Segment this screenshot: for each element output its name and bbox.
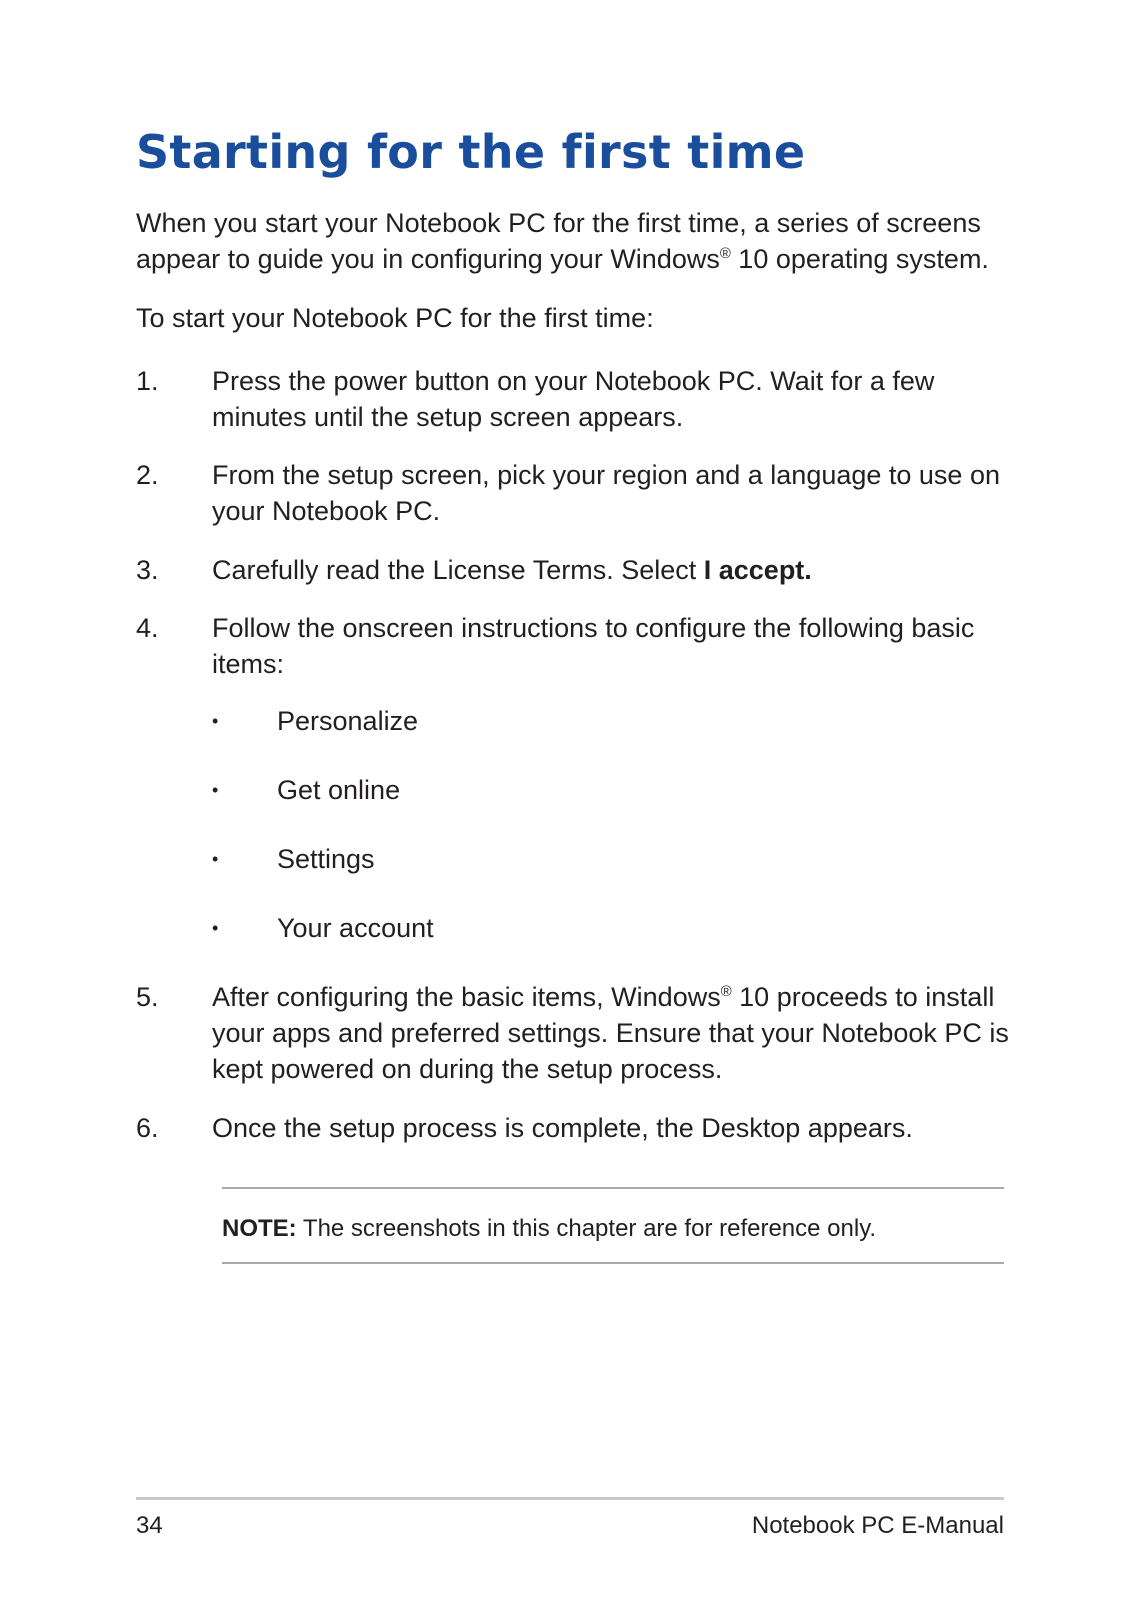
bullet-text: Your account [277, 913, 434, 943]
step-text: From the setup screen, pick your region and a language to use on your Notebook PC. [212, 460, 1000, 526]
page-number: 34 [136, 1512, 163, 1539]
registered-mark: ® [720, 984, 732, 1000]
step-number: 5. [136, 982, 159, 1012]
manual-title: Notebook PC E-Manual [751, 1512, 1004, 1539]
intro-text-2: 10 operating system. [730, 244, 989, 274]
bullet-marker: • [212, 780, 219, 800]
note-body: The screenshots in this chapter are for reference only. [296, 1215, 877, 1242]
step-number: 3. [136, 555, 159, 585]
note-text [222, 1213, 876, 1245]
note-label: NOTE: [222, 1215, 297, 1242]
note-bottom-divider [222, 1262, 1004, 1264]
accept-label: I accept. [703, 555, 812, 585]
intro-paragraph [136, 205, 1016, 277]
footer-divider [136, 1497, 1004, 1500]
intro-text-1: When you start your Notebook PC for the first time, a series of screens appear to guide you in configuring your Windows [136, 208, 981, 274]
step-3-text: Carefully read the License Terms. Select [212, 555, 704, 585]
page-title: Starting for the first time [136, 125, 806, 179]
step-5-text-1: After configuring the basic items, Windows [212, 982, 721, 1012]
bullet-text: Personalize [277, 706, 419, 736]
step-text: Once the setup process is complete, the Desktop appears. [212, 1113, 913, 1143]
step-text: Press the power button on your Notebook PC. Wait for a few minutes until the setup screen appears. [212, 366, 935, 432]
bullet-marker: • [212, 918, 219, 938]
step-number: 4. [136, 613, 159, 643]
step-number: 6. [136, 1113, 159, 1143]
note-top-divider [222, 1187, 1004, 1189]
bullet-text: Get online [277, 775, 401, 805]
step-number: 1. [136, 366, 159, 396]
bullet-marker: • [212, 849, 219, 869]
bullet-text: Settings [277, 844, 375, 874]
step-text [212, 552, 1012, 588]
bullet-marker: • [212, 711, 219, 731]
step-text: Follow the onscreen instructions to configure the following basic items: [212, 613, 975, 679]
step-5-text-2: 10 proceeds to install your apps and preferred settings. Ensure that your Notebook PC is kept powered on during the setup process. [212, 982, 1009, 1084]
step-number: 2. [136, 460, 159, 490]
step-text [212, 979, 1012, 1087]
lead-paragraph: To start your Notebook PC for the first time: [136, 303, 654, 333]
registered-mark: ® [719, 246, 731, 262]
